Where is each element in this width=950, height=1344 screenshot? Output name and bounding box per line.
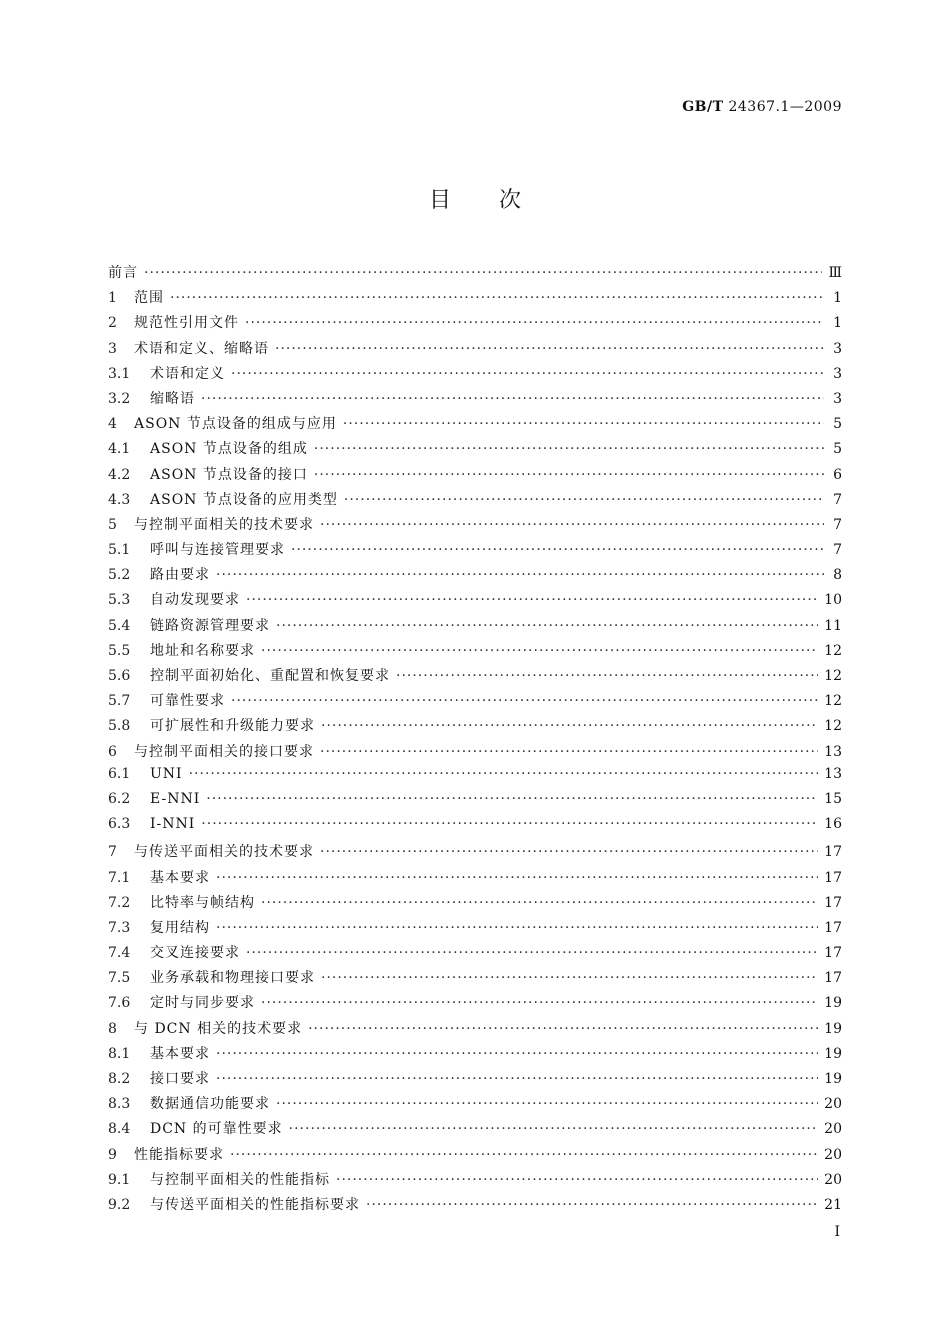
toc-entry[interactable] <box>108 438 842 463</box>
toc-entry-number: 8.4 <box>108 1121 131 1138</box>
toc-entry-number: 7.6 <box>108 995 131 1012</box>
toc-entry-number: 6 <box>108 743 117 760</box>
toc-entry-page: 12 <box>824 693 842 710</box>
toc-entry-page: 17 <box>824 894 842 911</box>
toc-entry[interactable] <box>108 1018 842 1043</box>
toc-entry[interactable] <box>108 867 842 892</box>
toc-leader-dots <box>276 1096 818 1112</box>
toc-entry-label: ASON 节点设备的应用类型 <box>150 491 338 508</box>
toc-leader-dots <box>170 290 824 306</box>
toc-entry[interactable] <box>108 514 842 539</box>
toc-leader-dots <box>366 1197 818 1213</box>
toc-entry[interactable] <box>108 312 842 337</box>
toc-entry-label: 路由要求 <box>150 567 210 584</box>
toc-entry-number: 3.1 <box>108 365 131 382</box>
toc-entry[interactable] <box>108 1169 842 1194</box>
toc-entry-number: 4.1 <box>108 441 131 458</box>
toc-entry-page: 19 <box>824 1045 842 1062</box>
toc-entry-number: 4.2 <box>108 466 131 483</box>
toc-entry-label: 数据通信功能要求 <box>150 1096 270 1113</box>
toc-leader-dots <box>216 870 818 886</box>
toc-leader-dots <box>261 895 818 911</box>
toc-entry[interactable] <box>108 1144 842 1169</box>
toc-leader-dots <box>344 492 824 508</box>
toc-entry-page: 1 <box>833 315 842 332</box>
toc-entry-page: 17 <box>824 970 842 987</box>
toc-entry-page: Ⅲ <box>828 265 842 281</box>
toc-entry[interactable] <box>108 388 842 413</box>
toc-entry-label: 基本要求 <box>150 1045 210 1062</box>
toc-entry-label: 可扩展性和升级能力要求 <box>150 718 315 735</box>
toc-entry[interactable] <box>108 1068 842 1093</box>
toc-entry-label: 与控制平面相关的性能指标 <box>150 1171 330 1188</box>
toc-entry-page: 12 <box>824 718 842 735</box>
toc-leader-dots <box>201 816 818 832</box>
toc-entry-page: 13 <box>824 765 842 782</box>
toc-entry[interactable] <box>108 1194 842 1219</box>
toc-entry-number: 8.2 <box>108 1071 131 1087</box>
toc-entry[interactable] <box>108 917 842 942</box>
toc-leader-dots <box>206 791 818 807</box>
toc-leader-dots <box>314 441 824 457</box>
toc-entry-page: 16 <box>824 816 842 833</box>
toc-entry-number: 5.4 <box>108 617 131 634</box>
toc-entry-page: 12 <box>824 642 842 659</box>
toc-entry[interactable] <box>108 841 842 866</box>
toc-entry[interactable] <box>108 1043 842 1068</box>
toc-entry-label: 与控制平面相关的接口要求 <box>134 743 314 760</box>
toc-entry-page: 8 <box>833 567 842 584</box>
toc-entry-page: 7 <box>833 542 842 559</box>
toc-leader-dots <box>276 618 818 634</box>
toc-leader-dots <box>321 718 818 734</box>
toc-entry-number: 9.2 <box>108 1196 131 1213</box>
toc-entry-label: 定时与同步要求 <box>150 995 255 1012</box>
toc-entry-label: E-NNI <box>150 790 201 807</box>
toc-leader-dots <box>320 744 818 760</box>
toc-entry-page: 6 <box>833 466 842 483</box>
toc-entry-page: 20 <box>824 1121 842 1138</box>
toc-entry-label: 与 DCN 相关的技术要求 <box>134 1020 303 1037</box>
toc-entry-label: 缩略语 <box>150 390 195 407</box>
toc-leader-dots <box>320 517 824 533</box>
toc-entry-number: 7 <box>108 844 117 861</box>
toc-entry-number: 5 <box>108 516 117 533</box>
toc-entry-number: 7.5 <box>108 970 131 987</box>
standard-number: 24367.1—2009 <box>728 99 842 115</box>
toc-entry[interactable] <box>108 690 842 715</box>
toc-entry-number: 5.1 <box>108 542 131 559</box>
toc-entry[interactable] <box>108 287 842 312</box>
toc-entry-label: 规范性引用文件 <box>134 315 239 332</box>
toc-entry-page: 11 <box>824 617 842 634</box>
toc-entry-number: 3.2 <box>108 390 131 407</box>
toc-leader-dots <box>245 315 824 331</box>
toc-entry[interactable] <box>108 262 842 287</box>
toc-entry-label: 可靠性要求 <box>150 693 225 710</box>
toc-entry-number: 8.1 <box>108 1045 131 1062</box>
page-title: 目次 <box>428 188 569 213</box>
toc-entry-number: 5.8 <box>108 718 131 735</box>
toc-leader-dots <box>320 844 818 860</box>
toc-leader-dots <box>396 668 818 684</box>
toc-entry-number: 7.2 <box>108 894 131 911</box>
toc-entry-label: UNI <box>150 765 183 782</box>
toc-entry-page: 5 <box>833 441 842 458</box>
toc-leader-dots <box>144 265 822 281</box>
toc-entry[interactable] <box>108 816 842 841</box>
toc-entry-number: 8.3 <box>108 1096 131 1113</box>
toc-entry[interactable] <box>108 564 842 589</box>
toc-entry[interactable] <box>108 791 842 816</box>
toc-entry[interactable] <box>108 489 842 514</box>
toc-entry-page: 3 <box>833 365 842 382</box>
toc-entry-page: 7 <box>833 516 842 533</box>
toc-entry[interactable] <box>108 892 842 917</box>
toc-entry-number: 5.7 <box>108 693 131 710</box>
toc-entry-label: ASON 节点设备的组成 <box>150 441 308 458</box>
toc-leader-dots <box>261 643 818 659</box>
table-of-contents <box>108 262 842 1219</box>
toc-entry[interactable] <box>108 967 842 992</box>
toc-leader-dots <box>343 416 824 432</box>
toc-entry[interactable] <box>108 992 842 1017</box>
page-number: I <box>834 1224 840 1240</box>
toc-entry-page: 3 <box>833 340 842 357</box>
toc-entry-label: 自动发现要求 <box>150 592 240 609</box>
toc-entry[interactable] <box>108 942 842 967</box>
toc-entry-label: 与控制平面相关的技术要求 <box>134 516 314 533</box>
toc-leader-dots <box>289 1121 819 1137</box>
toc-entry-label: 控制平面初始化、重配置和恢复要求 <box>150 668 390 684</box>
toc-entry-label: 前言 <box>108 265 138 281</box>
toc-entry-page: 17 <box>824 945 842 962</box>
toc-entry[interactable] <box>108 615 842 640</box>
toc-entry-page: 13 <box>824 743 842 760</box>
toc-entry[interactable] <box>108 1093 842 1118</box>
toc-entry[interactable] <box>108 665 842 690</box>
toc-entry-label: 链路资源管理要求 <box>150 617 270 634</box>
toc-leader-dots <box>216 1071 818 1087</box>
toc-entry-label: 与传送平面相关的性能指标要求 <box>150 1196 360 1213</box>
toc-entry-number: 4 <box>108 416 117 433</box>
toc-entry-page: 5 <box>833 416 842 433</box>
toc-leader-dots <box>308 1021 818 1037</box>
toc-entry-label: 业务承载和物理接口要求 <box>150 970 315 987</box>
toc-entry-label: 范围 <box>134 290 164 307</box>
toc-entry-label: 性能指标要求 <box>134 1146 224 1163</box>
toc-entry-number: 6.1 <box>108 765 131 782</box>
toc-leader-dots <box>201 391 824 407</box>
toc-entry-page: 19 <box>824 1020 842 1037</box>
toc-leader-dots <box>231 693 818 709</box>
toc-leader-dots <box>321 970 818 986</box>
toc-entry-page: 12 <box>824 668 842 684</box>
toc-entry[interactable] <box>108 589 842 614</box>
toc-entry-label: ASON 节点设备的接口 <box>150 466 308 483</box>
toc-leader-dots <box>216 567 824 583</box>
toc-entry-label: 复用结构 <box>150 919 210 936</box>
toc-entry-page: 17 <box>824 869 842 886</box>
toc-entry-page: 7 <box>833 491 842 508</box>
toc-entry-page: 19 <box>824 1071 842 1087</box>
toc-leader-dots <box>216 1046 818 1062</box>
toc-entry-page: 17 <box>824 844 842 861</box>
toc-entry-page: 20 <box>824 1096 842 1113</box>
toc-entry-label: DCN 的可靠性要求 <box>150 1121 283 1138</box>
toc-leader-dots <box>230 1147 818 1163</box>
toc-leader-dots <box>336 1172 818 1188</box>
toc-entry-label: 接口要求 <box>150 1071 210 1087</box>
toc-entry-page: 1 <box>833 290 842 307</box>
toc-entry-page: 3 <box>833 390 842 407</box>
toc-entry-label: 交叉连接要求 <box>150 945 240 962</box>
toc-leader-dots <box>314 467 824 483</box>
toc-entry-number: 2 <box>108 315 117 332</box>
toc-entry-number: 8 <box>108 1020 117 1037</box>
toc-entry[interactable] <box>108 1118 842 1143</box>
toc-leader-dots <box>261 995 818 1011</box>
toc-entry-label: 术语和定义、缩略语 <box>134 340 269 357</box>
toc-entry[interactable] <box>108 766 842 791</box>
toc-leader-dots <box>246 592 818 608</box>
toc-entry-number: 6.3 <box>108 816 131 833</box>
toc-entry-page: 20 <box>824 1171 842 1188</box>
standard-prefix: GB/T <box>682 99 724 115</box>
toc-entry-number: 9 <box>108 1146 117 1163</box>
toc-leader-dots <box>275 341 824 357</box>
toc-entry-number: 7.1 <box>108 869 131 886</box>
toc-entry-label: 地址和名称要求 <box>150 642 255 659</box>
toc-leader-dots <box>291 542 824 558</box>
toc-entry[interactable] <box>108 640 842 665</box>
toc-entry-label: I-NNI <box>150 816 196 833</box>
toc-entry-number: 5.5 <box>108 642 131 659</box>
toc-leader-dots <box>246 945 818 961</box>
toc-entry-page: 21 <box>824 1196 842 1213</box>
toc-leader-dots <box>216 920 818 936</box>
toc-entry-number: 7.4 <box>108 945 131 962</box>
document-code-header <box>682 99 842 115</box>
toc-entry-page: 20 <box>824 1146 842 1163</box>
toc-entry-number: 4.3 <box>108 491 131 508</box>
toc-entry[interactable] <box>108 413 842 438</box>
toc-entry-number: 6.2 <box>108 790 131 807</box>
toc-entry[interactable] <box>108 338 842 363</box>
toc-entry-number: 9.1 <box>108 1171 131 1188</box>
toc-entry-page: 15 <box>824 790 842 807</box>
toc-entry-page: 17 <box>824 919 842 936</box>
toc-entry-number: 7.3 <box>108 919 131 936</box>
toc-entry-label: 术语和定义 <box>150 365 225 382</box>
toc-entry-number: 3 <box>108 340 117 357</box>
toc-entry[interactable] <box>108 715 842 740</box>
toc-entry-number: 5.6 <box>108 668 131 684</box>
toc-leader-dots <box>189 766 819 782</box>
toc-entry-label: 与传送平面相关的技术要求 <box>134 844 314 861</box>
toc-entry[interactable] <box>108 741 842 766</box>
toc-entry-number: 5.2 <box>108 567 131 584</box>
toc-entry-page: 19 <box>824 995 842 1012</box>
toc-entry-number: 5.3 <box>108 592 131 609</box>
toc-entry[interactable] <box>108 539 842 564</box>
toc-entry-label: 比特率与帧结构 <box>150 894 255 911</box>
toc-entry[interactable] <box>108 464 842 489</box>
toc-entry-page: 10 <box>824 592 842 609</box>
toc-entry[interactable] <box>108 363 842 388</box>
toc-entry-number: 1 <box>108 290 117 307</box>
toc-entry-label: 呼叫与连接管理要求 <box>150 542 285 559</box>
toc-entry-label: 基本要求 <box>150 869 210 886</box>
toc-entry-label: ASON 节点设备的组成与应用 <box>134 416 337 433</box>
toc-leader-dots <box>231 366 824 382</box>
